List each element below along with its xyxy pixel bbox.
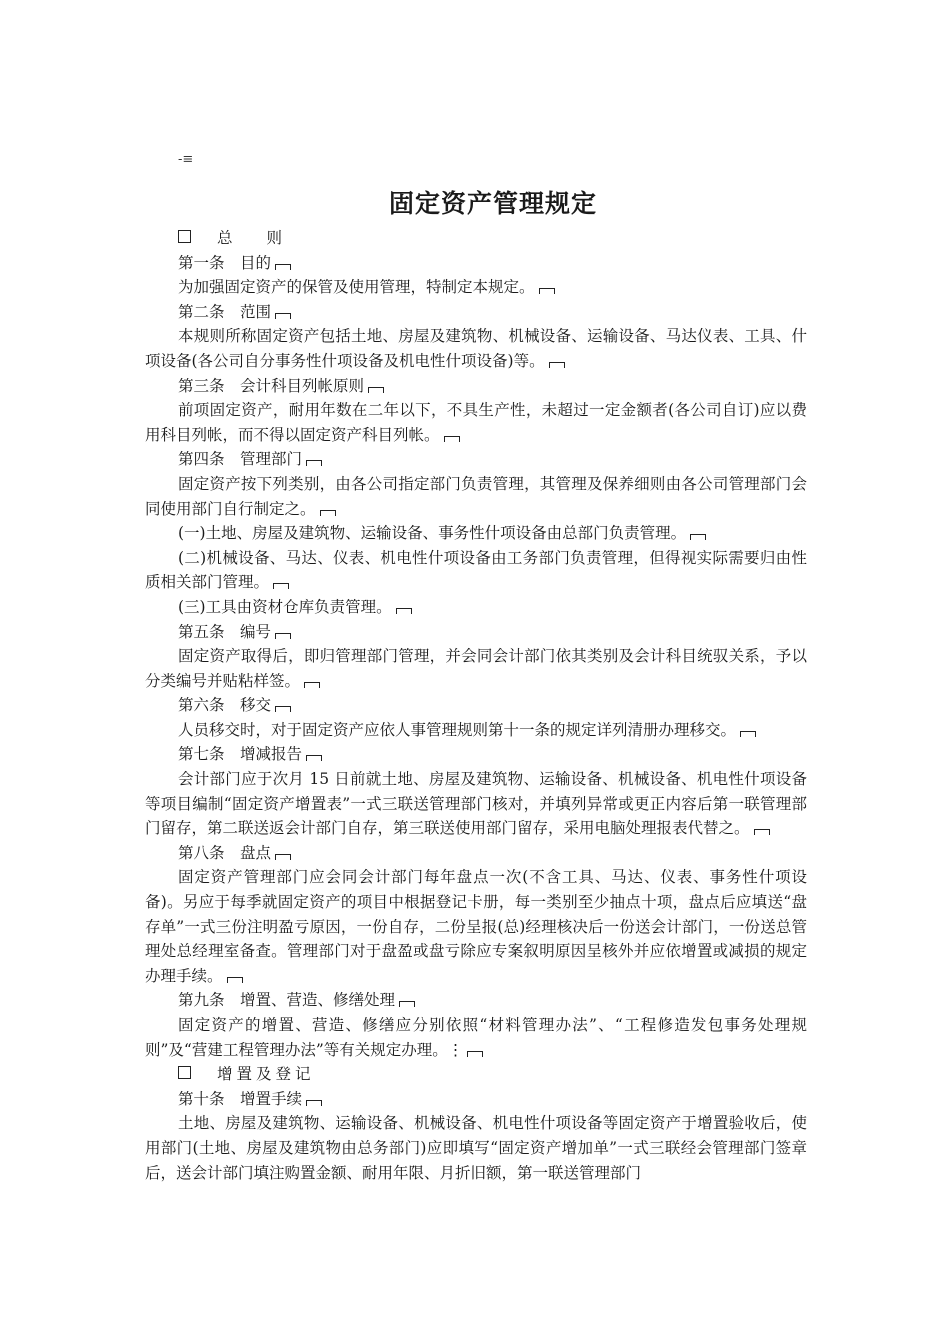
article-4-heading: 第四条 管理部门 [145, 447, 807, 472]
document-body [145, 226, 807, 1185]
article-10-body: 土地、房屋及建筑物、运输设备、机械设备、机电性什项设备等固定资产于增置验收后，使用部门(土地、房屋及建筑物由总务部门)应即填写“固定资产增加单”一式三联经会管理部门签章后，送会计部门填注购置金额、耐用年限、月折旧额，第一联送管理部门 [145, 1114, 807, 1182]
article-2-heading: 第二条 范围 [145, 300, 807, 325]
paragraph-mark-icon [467, 1051, 483, 1057]
paragraph-mark-icon [275, 706, 291, 712]
article-9-body: 固定资产的增置、营造、修缮应分别依照“材料管理办法”、“工程修造发包事务处理规则”及“营建工程管理办法”等有关规定办理。⋮ [145, 1016, 807, 1059]
article-8-heading: 第八条 盘点 [145, 841, 807, 866]
paragraph-mark-icon [227, 977, 243, 983]
paragraph-mark-icon [399, 1001, 415, 1007]
article-8-body: 固定资产管理部门应会同会计部门每年盘点一次(不含工具、马达、仪表、事务性什项设备)。另应于每季就固定资产的项目中根据登记卡册，每一类别至少抽点十项，盘点后应填送“盘存单”一式三份注明盈亏原因，一份自存，二份呈报(总)经理核决后一份送会计部门，一份送总管理处总经理室备查。管理部门对于盘盈或盘亏除应专案叙明原因呈核外并应依增置或减损的规定办理手续。 [145, 868, 807, 985]
paragraph-mark-icon [306, 1100, 322, 1106]
article-9-heading: 第九条 增置、营造、修缮处理 [145, 988, 807, 1013]
paragraph-mark-icon [275, 264, 291, 270]
paragraph-mark-icon [306, 755, 322, 761]
paragraph-mark-icon [275, 313, 291, 319]
paragraph-mark-icon [273, 583, 289, 589]
article-6-heading: 第六条 移交 [145, 693, 807, 718]
article-5-heading: 第五条 编号 [145, 620, 807, 645]
section-heading-acquisition: 增置及登记 [145, 1062, 807, 1087]
paragraph-mark-icon [444, 436, 460, 442]
paragraph-mark-icon [275, 633, 291, 639]
article-3-heading: 第三条 会计科目列帐原则 [145, 374, 807, 399]
page-mark: -≡ [178, 152, 194, 167]
article-10-heading: 第十条 增置手续 [145, 1087, 807, 1112]
paragraph-mark-icon [754, 829, 770, 835]
paragraph-mark-icon [549, 362, 565, 368]
article-4-item-1: (一)土地、房屋及建筑物、运输设备、事务性什项设备由总部门负责管理。 [145, 521, 807, 546]
checkbox-icon [178, 1066, 191, 1079]
document-title: 固定资产管理规定 [388, 189, 597, 218]
paragraph-mark-icon [539, 288, 555, 294]
article-7-body: 会计部门应于次月 15 日前就土地、房屋及建筑物、运输设备、机械设备、机电性什项设备等项目编制“固定资产增置表”一式三联送管理部门核对，并填列异常或更正内容后第一联管理部门留存，第二联送返会计部门自存，第三联送使用部门留存，采用电脑处理报表代替之。 [145, 770, 807, 838]
article-4-body: 固定资产按下列类别，由各公司指定部门负责管理，其管理及保养细则由各公司管理部门会同使用部门自行制定之。 [145, 474, 807, 518]
section-heading-general: 总 则 [145, 226, 807, 251]
article-1-body: 为加强固定资产的保管及使用管理，特制定本规定。 [145, 275, 807, 300]
paragraph-mark-icon [304, 682, 320, 688]
article-6-body: 人员移交时，对于固定资产应依人事管理规则第十一条的规定详列清册办理移交。 [145, 718, 807, 743]
paragraph-mark-icon [320, 510, 336, 516]
checkbox-icon [178, 230, 191, 243]
article-3-body: 前项固定资产，耐用年数在二年以下，不具生产性，未超过一定金额者(各公司自订)应以费用科目列帐，而不得以固定资产科目列帐。 [145, 401, 807, 444]
paragraph-mark-icon [368, 387, 384, 393]
article-5-body: 固定资产取得后，即归管理部门管理，并会同会计部门依其类别及会计科目统驭关系，予以分类编号并贴粘样签。 [145, 647, 807, 690]
article-4-item-3: (三)工具由资材仓库负责管理。 [145, 595, 807, 620]
article-2-body: 本规则所称固定资产包括土地、房屋及建筑物、机械设备、运输设备、马达仪表、工具、什项设备(各公司自分事务性什项设备及机电性什项设备)等。 [145, 327, 807, 370]
article-7-heading: 第七条 增减报告 [145, 742, 807, 767]
paragraph-mark-icon [740, 731, 756, 737]
paragraph-mark-icon [690, 534, 706, 540]
article-1-heading: 第一条 目的 [145, 251, 807, 276]
article-4-item-2: (二)机械设备、马达、仪表、机电性什项设备由工务部门负责管理，但得视实际需要归由性质相关部门管理。 [145, 548, 807, 592]
paragraph-mark-icon [275, 854, 291, 860]
paragraph-mark-icon [306, 460, 322, 466]
paragraph-mark-icon [396, 608, 412, 614]
